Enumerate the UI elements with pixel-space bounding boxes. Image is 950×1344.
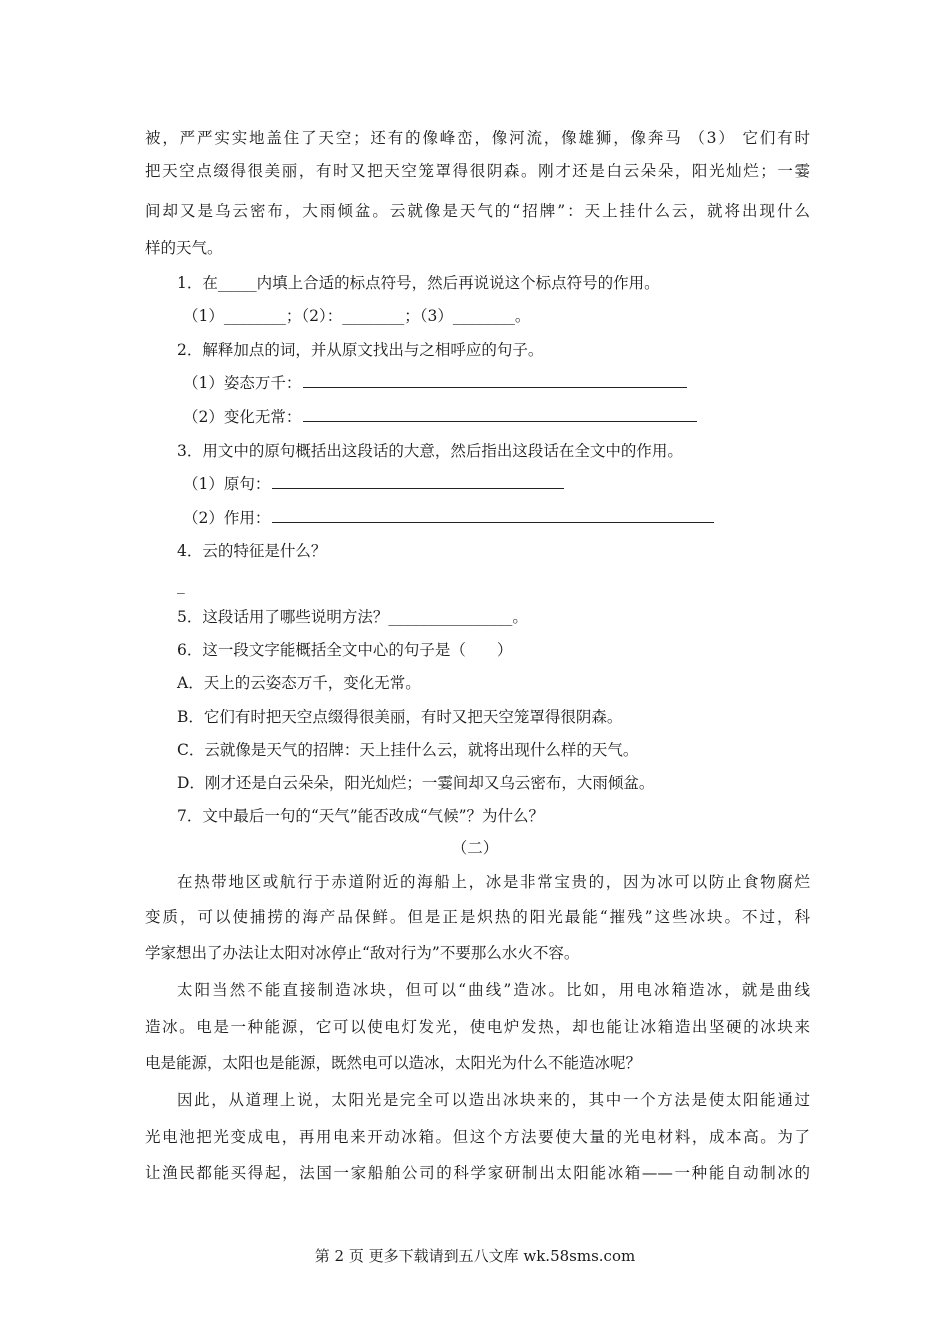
passage-line: 被，严严实实地盖住了天空；还有的像峰峦，像河流，像雄狮，像奔马 （3） 它们有时 (145, 129, 810, 147)
question-4-blank: _ (177, 576, 185, 594)
passage-line: 间却又是乌云密布，大雨倾盆。云就像是天气的“招牌”：天上挂什么云，就将出现什么 (145, 202, 810, 220)
paragraph-line: 在热带地区或航行于赤道附近的海船上，冰是非常宝贵的，因为冰可以防止食物腐烂 (177, 873, 810, 891)
question-3b (183, 508, 848, 528)
question-6-option-a: A．天上的云姿态万千，变化无常。 (177, 674, 421, 692)
paragraph-line: 变质，可以使捕捞的海产品保鲜。但是正是炽热的阳光最能“摧残”这些冰块。不过，科 (145, 908, 810, 926)
question-6: 6．这一段文字能概括全文中心的句子是（ ） (177, 641, 513, 659)
question-3a-label: （1）原句： (183, 475, 271, 493)
question-2a (183, 373, 848, 393)
paragraph-line: 因此，从道理上说，太阳光是完全可以造出冰块来的，其中一个方法是使太阳能通过 (177, 1091, 810, 1109)
question-2b (183, 407, 848, 427)
question-4: 4．云的特征是什么？ (177, 542, 327, 560)
answer-blank[interactable] (303, 407, 697, 422)
paragraph-line: 让渔民都能买得起，法国一家船舶公司的科学家研制出太阳能冰箱——一种能自动制冰的 (145, 1164, 810, 1182)
question-1-answers: （1）________；（2）：________；（3）________。 (183, 307, 531, 325)
question-6-option-b: B．它们有时把天空点缀得很美丽，有时又把天空笼罩得很阴森。 (177, 708, 623, 726)
question-2a-label: （1）姿态万千： (183, 374, 302, 392)
passage-line: 把天空点缀得很美丽，有时又把天空笼罩得很阴森。刚才还是白云朵朵，阳光灿烂；一霎 (145, 162, 810, 180)
paragraph-line: 造冰。电是一种能源，它可以使电灯发光，使电炉发热，却也能让冰箱造出坚硬的冰块来 (145, 1018, 810, 1036)
question-6-option-c: C．云就像是天气的招牌：天上挂什么云，就将出现什么样的天气。 (177, 741, 639, 759)
question-3b-label: （2）作用： (183, 509, 271, 527)
question-7: 7．文中最后一句的“天气”能否改成“气候”？为什么？ (177, 807, 545, 825)
paragraph-line: 太阳当然不能直接制造冰块，但可以“曲线”造冰。比如，用电冰箱造冰，就是曲线 (177, 981, 810, 999)
question-1: 1．在_____内填上合适的标点符号，然后再说说这个标点符号的作用。 (177, 274, 660, 292)
answer-blank[interactable] (272, 474, 564, 489)
question-3a (183, 474, 848, 494)
paragraph-line: 学家想出了办法让太阳对冰停止“敌对行为”不要那么水火不容。 (145, 944, 580, 962)
answer-blank[interactable] (272, 508, 714, 523)
section-heading: （二） (451, 839, 499, 857)
answer-blank[interactable] (303, 373, 687, 388)
question-2b-label: （2）变化无常： (183, 408, 302, 426)
question-3: 3．用文中的原句概括出这段话的大意，然后指出这段话在全文中的作用。 (177, 442, 683, 460)
question-2: 2．解释加点的词，并从原文找出与之相呼应的句子。 (177, 341, 544, 359)
page-footer: 第 2 页 更多下载请到五八文库 wk.58sms.com (314, 1247, 636, 1265)
question-6-option-d: D．刚才还是白云朵朵，阳光灿烂；一霎间却又乌云密布，大雨倾盆。 (177, 774, 655, 792)
paragraph-line: 光电池把光变成电，再用电来开动冰箱。但这个方法要使大量的光电材料，成本高。为了 (145, 1128, 810, 1146)
paragraph-line: 电是能源，太阳也是能源，既然电可以造冰，太阳光为什么不能造冰呢？ (145, 1054, 642, 1072)
question-5: 5．这段话用了哪些说明方法？________________。 (177, 608, 528, 626)
passage-line: 样的天气。 (145, 239, 223, 257)
